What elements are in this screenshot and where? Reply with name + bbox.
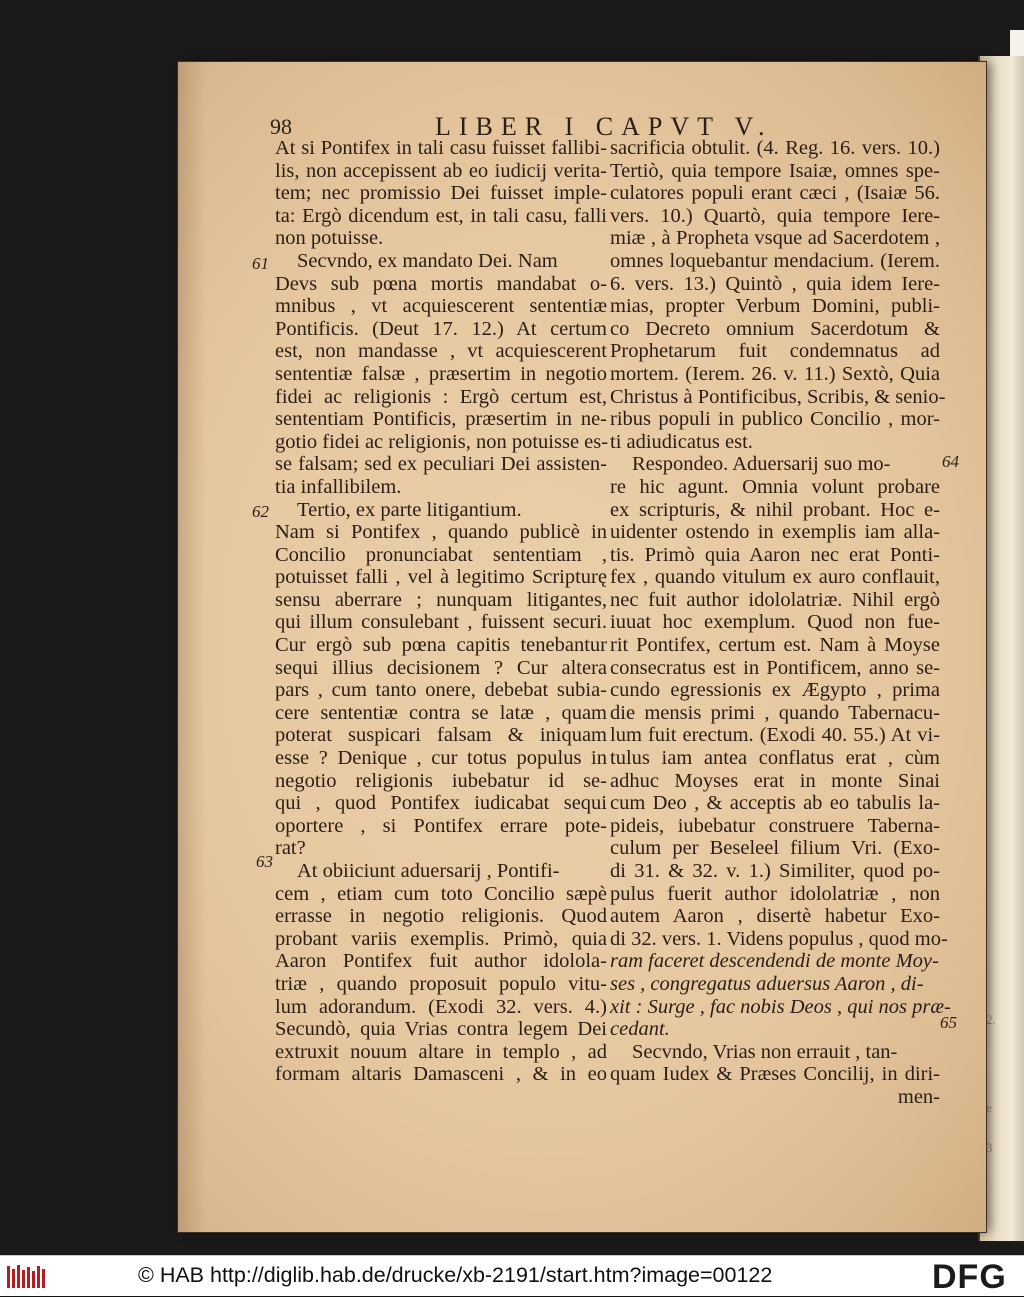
text-line: sententiæ falsæ , præsertim in negotio [275,362,607,385]
text-line: pulus fuerit author idololatriæ , non [610,882,940,905]
text-line: rit Pontifex, certum est. Nam à Moyse [610,634,940,657]
text-line: Nam si Pontifex , quando publicè in [275,521,607,544]
text-line: cem , etiam cum toto Concilio sæpè [275,882,607,905]
text-line: cum Deo , & acceptis ab eo tabulis la- [610,792,940,815]
text-line: ti adiudicatus est. [610,430,753,453]
text-line: At si Pontifex in tali casu fuisset fallibi- [275,137,607,159]
text-line: lum fuit erectum. (Exodi 40. 55.) At vi- [610,724,940,747]
text-line: iuuat hoc exemplum. Quod non fue- [610,611,940,634]
text-line: ribus populi in publico Concilio , mor- [610,408,940,431]
text-line: tem; nec promissio Dei fuisset imple- [275,182,607,205]
text-line: fidei ac religionis : Ergò certum est, [275,385,607,408]
text-line: culum per Beseleel filium Vri. (Exo- [610,837,940,860]
text-line: di 32. vers. 1. Videns populus , quod mo- [610,927,948,950]
text-line: sequi illius decisionem ? Cur altera [275,656,607,679]
text-line: oportere , si Pontifex errare pote- [275,814,607,837]
text-line: consecratus est in Pontificem, anno se- [610,656,940,679]
text-line: gotio fidei ac religionis, non potuisse es- [275,430,609,453]
text-line: Aaron Pontifex fuit author idolola- [275,950,607,973]
text-line: tia infallibilem. [275,475,402,498]
citation-link[interactable]: © HAB http://diglib.hab.de/drucke/xb-2191/start.htm?image=00122 [138,1263,773,1287]
text-line: Concilio pronunciabat sententiam , [275,543,607,566]
margin-number: 63 [256,852,273,871]
text-line: quam Iudex & Præses Concilij, in diri- [610,1063,940,1086]
text-line: die mensis primi , quando Tabernacu- [610,701,940,724]
text-line: Prophetarum fuit condemnatus ad [610,340,940,363]
dfg-logo[interactable]: DFG [932,1258,1007,1296]
text-line: Secundò, quia Vrias contra legem Dei [275,1018,607,1041]
text-line: re hic agunt. Omnia volunt probare [610,475,940,498]
text-line: autem Aaron , disertè habetur Exo- [610,905,940,928]
page-number: 98 [270,114,292,139]
text-line: culatores populi erant cæci , (Isaiæ 56. [610,182,940,205]
text-line: co Decreto omnium Sacerdotum & [610,317,940,340]
footer-bar [0,1255,1024,1296]
text-line: poterat suspicari falsam & iniquam [275,724,607,747]
text-line: mortem. (Ierem. 26. v. 11.) Sextò, Quia [610,362,940,385]
text-line: esse ? Denique , cur totus populus in [275,747,607,770]
text-column-left [275,137,607,1086]
text-line: cedant. [610,1018,670,1041]
text-line: ta: Ergò dicendum est, in tali casu, falli [275,204,607,227]
text-line: uidenter ostendo in exemplis iam alla- [610,521,940,544]
text-line: vers. 10.) Quartò, quia tempore Iere- [610,204,940,227]
margin-number: 61 [252,254,269,273]
text-line: Tertiò, quia tempore Isaiæ, omnes spe- [610,159,940,182]
text-line: omnes loquebantur mendacium. (Ierem. [610,249,940,272]
text-line: ex scripturis, & nihil probant. Hoc e- [610,498,940,521]
text-line: men- [897,1085,940,1108]
text-line: ram faceret descendendi de monte Moy- [610,950,939,973]
text-line: cundo egressionis ex Ægypto , prima [610,679,940,702]
text-line: Tertio, ex parte litigantium. [297,498,522,521]
text-line: xit : Surge , fac nobis Deos , qui nos præ- [610,995,951,1018]
text-line: pars , cum tanto onere, debebat subia- [275,679,607,702]
text-line: potuisset falli , vel à legitimo Scripturę [275,566,607,589]
running-title: LIBER I CAPVT V. [435,112,773,141]
margin-number: 62 [252,502,269,521]
text-line: negotio religionis iubebatur id se- [275,769,607,792]
text-line: nec fuit author idololatriæ. Nihil ergò [610,588,940,611]
text-line: 6. vers. 13.) Quintò , quia idem Iere- [610,272,940,295]
text-line: mnibus , vt acquiescerent sententiæ [275,295,607,318]
text-line: di 31. & 32. v. 1.) Similiter, quod po- [610,860,940,882]
text-line: adhuc Moyses erat in monte Sinai [610,769,940,792]
text-line: Cur ergò sub pœna capitis tenebantur [275,634,607,657]
text-line: extruxit nouum altare in templo , ad [275,1040,607,1063]
text-line: Christus à Pontificibus, Scribis, & senio- [610,385,946,408]
text-line: cere sententiæ contra se latæ , quam [275,701,607,724]
text-line: fex , quando vitulum ex auro conflauit, [610,566,940,589]
text-line: At obiiciunt aduersarij , Pontifi- [297,860,560,882]
text-line: sacrificia obtulit. (4. Reg. 16. vers. 10.) [610,137,940,159]
text-line: sententiam Pontificis, præsertim in ne- [275,408,607,431]
text-line: qui , quod Pontifex iudicabat sequi [275,792,607,815]
text-line: miæ , à Propheta vsque ad Sacerdotem , [610,227,940,250]
hab-logo-icon[interactable] [6,1263,48,1289]
text-line: Devs sub pœna mortis mandabat o- [275,272,607,295]
text-line: qui illum consulebant , fuissent securi. [275,611,607,634]
text-line: Respondeo. Aduersarij suo mo- [632,453,891,476]
margin-number: 65 [940,1013,957,1032]
text-line: non potuisse. [275,227,384,250]
edge-mark: e [986,1100,992,1115]
text-line: rat? [275,837,306,860]
text-line: lum adorandum. (Exodi 32. vers. 4.) [275,995,607,1018]
text-line: Secvndo, Vrias non errauit , tan- [632,1040,898,1063]
edge-mark: 2. [986,1012,996,1027]
text-line: sensu aberrare ; nunquam litigantes, [275,588,607,611]
text-line: tulus iam antea conflatus erat , cùm [610,747,940,770]
text-line: Pontificis. (Deut 17. 12.) At certum [275,317,607,340]
text-line: se falsam; sed ex peculiari Dei assisten- [275,453,607,476]
edge-mark: 3 [986,1140,993,1155]
text-line: lis, non accepissent ab eo iudicij verita- [275,159,607,182]
text-line: mias, propter Verbum Domini, publi- [610,295,940,318]
text-line: est, non mandasse , vt acquiescerent [275,340,607,363]
text-line: errasse in negotio religionis. Quod [275,905,607,928]
text-line: pideis, iubebatur construere Taberna- [610,814,940,837]
text-line: Secvndo, ex mandato Dei. Nam [297,249,558,272]
text-line: tis. Primò quia Aaron nec erat Ponti- [610,543,940,566]
text-line: triæ , quando proposuit populo vitu- [275,972,607,995]
text-line: probant variis exemplis. Primò, quia [275,927,607,950]
margin-number: 64 [942,452,959,471]
text-line: formam altaris Damasceni , & in eo [275,1063,607,1086]
text-line: ses , congregatus aduersus Aaron , di- [610,972,924,995]
